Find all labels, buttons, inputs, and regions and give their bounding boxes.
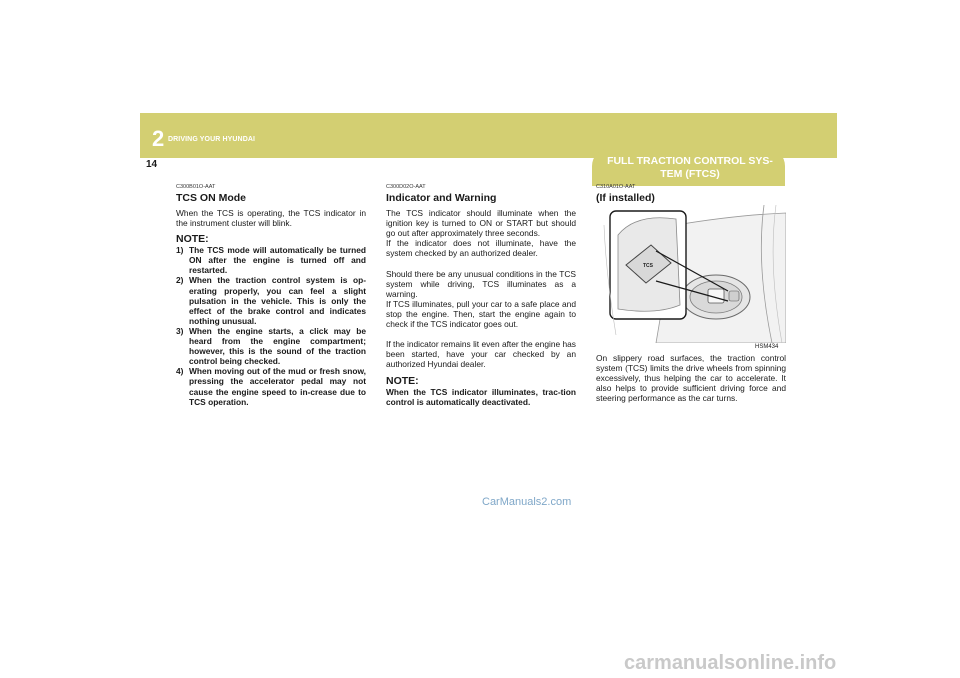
body-text bbox=[596, 353, 786, 403]
note-item: 4) When moving out of the mud or fresh snow, pressing the accelerator pedal may not cause the engine speed to in-crease due to TCS operation. bbox=[176, 366, 366, 407]
section-heading: TCS ON Mode bbox=[176, 192, 246, 204]
body-text: The TCS indicator should illuminate when the ignition key is turned to ON or START but should go out after approximately three seconds. If the indicator does not illuminate, have the system checked by an authorized dealer. Should there be any unusual conditions in the TCS system while driving, TCS illuminates as a warning. If TCS illuminates, pull your car to a safe place and stop the engine. Then, start the engine again to check if the TCS indicator goes out. If the indicator remains lit even after the engine has been started, have your car checked by an authorized Hyundai dealer. bbox=[386, 208, 576, 370]
ftcs-description: On slippery road surfaces, the traction control system (TCS) limits the drive wheels from spinning excessively, thus helping the car to accelerate. It also helps to provide sufficient driving force and steering performance as the car turns. bbox=[596, 353, 786, 404]
tcs-button-label: TCS bbox=[643, 263, 653, 269]
figure-caption: HSM434 bbox=[755, 344, 779, 350]
note-item: 2) When the traction control system is op-erating properly, you can feel a slight pulsation in the vehicle. This is only the effect of the brake control and indicates nothing unusual. bbox=[176, 275, 366, 326]
section-heading: (If installed) bbox=[596, 192, 655, 204]
note-label: NOTE: bbox=[386, 374, 419, 387]
chapter-title: DRIVING YOUR HYUNDAI bbox=[168, 136, 256, 143]
column-indicator-warning bbox=[386, 184, 576, 407]
note-item: 3) When the engine starts, a click may be heard from the engine compartment; however, this is the sound of the traction control being checked. bbox=[176, 325, 366, 367]
note-text: When the TCS indicator illuminates, trac-tion control is automatically deactivated. bbox=[386, 386, 576, 407]
dashboard-illustration bbox=[596, 205, 786, 343]
column-tcs-on-mode bbox=[176, 184, 366, 407]
note-label: NOTE: bbox=[176, 233, 209, 246]
note-item: 1) The TCS mode will automatically be turned ON after the engine is turned off and restarted. bbox=[176, 245, 366, 276]
tcs-switch-illustration bbox=[596, 205, 786, 343]
page-number: 14 bbox=[146, 159, 158, 170]
watermark-logo: carmanualsonline.info bbox=[624, 652, 837, 674]
note-list bbox=[176, 245, 366, 407]
section-code: C300B01O-AAT bbox=[176, 184, 216, 190]
section-heading: Indicator and Warning bbox=[386, 192, 497, 204]
chapter-number: 2 bbox=[152, 126, 165, 151]
section-code: C300D02O-AAT bbox=[386, 184, 426, 190]
watermark-link[interactable]: CarManuals2.com bbox=[482, 496, 572, 508]
section-title: FULL TRACTION CONTROL SYS- TEM (FTCS) bbox=[607, 155, 773, 180]
body-text: When the TCS is operating, the TCS indicator in the instrument cluster will blink. bbox=[176, 208, 366, 229]
section-code: C310A01O-AAT bbox=[596, 184, 636, 190]
